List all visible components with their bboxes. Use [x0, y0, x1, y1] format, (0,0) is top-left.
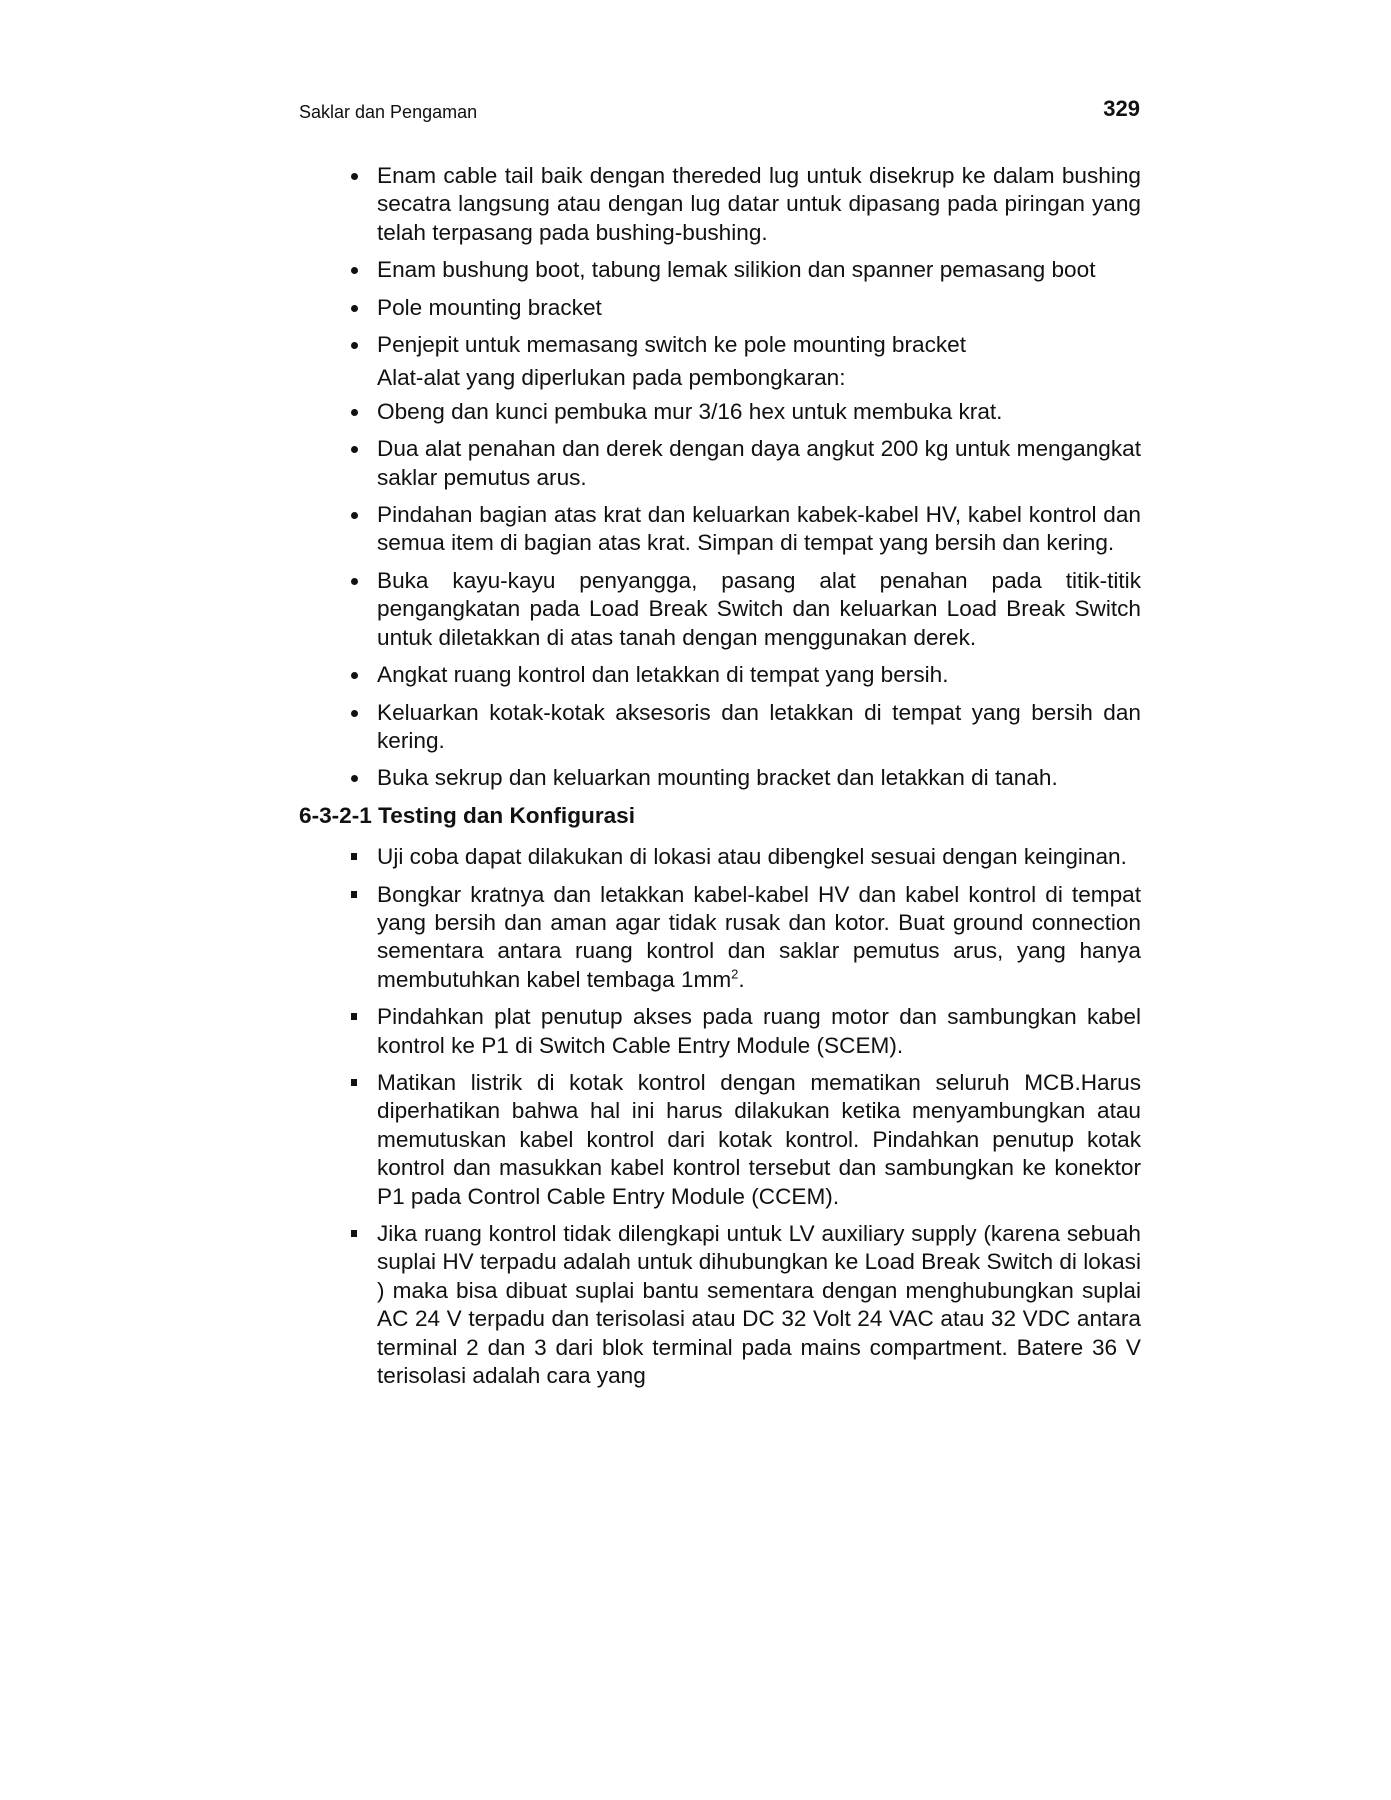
item-text: Buka sekrup dan keluarkan mounting bracket dan letakkan di tanah.: [377, 765, 1058, 791]
list-item: [299, 1069, 1141, 1211]
item-text: Matikan listrik di kotak kontrol dengan mematikan seluruh MCB.Harus diperhatikan bahwa hal ini harus dilakukan ketika menyambungkan atau memutuskan kabel kontrol dari kotak kontrol. Pindahkan penutup kotak kontrol dan masukkan kabel kontrol tersebut dan sambungkan ke konektor P1 pada Control Cable Entry Module (CCEM).: [377, 1069, 1141, 1209]
list-item: [299, 162, 1141, 247]
list-item: [299, 294, 1141, 322]
item-text: Jika ruang kontrol tidak dilengkapi untuk LV auxiliary supply (karena sebuah suplai HV terpadu adalah untuk dihubungkan ke Load Break Switch di lokasi ) maka bisa dibuat suplai bantu sementara dengan menghubungkan suplai AC 24 V terpadu dan terisolasi atau DC 32 Volt 24 VAC atau 32 VDC antara terminal 2 dan 3 dari blok terminal pada mains compartment. Batere 36 V terisolasi adalah cara yang: [377, 1221, 1141, 1389]
list-item: [299, 256, 1141, 284]
list-item: [299, 567, 1141, 652]
item-text: Enam cable tail baik dengan thereded lug untuk disekrup ke dalam bushing secatra langsung atau dengan lug datar untuk dipasang pada piringan yang telah terpasang pada bushing-bushing.: [377, 163, 1141, 245]
accessory-list: [299, 162, 1141, 359]
item-text: Enam bushung boot, tabung lemak silikion dan spanner pemasang boot: [377, 257, 1096, 283]
running-title: Saklar dan Pengaman: [299, 102, 478, 122]
page-body: [299, 162, 1141, 1399]
list-item: [299, 1220, 1141, 1390]
item-text: Pindahan bagian atas krat dan keluarkan kabek-kabel HV, kabel kontrol dan semua item di bagian atas krat. Simpan di tempat yang bersih dan kering.: [377, 502, 1141, 556]
list-item: [299, 843, 1141, 871]
item-text: Dua alat penahan dan derek dengan daya angkut 200 kg untuk mengangkat saklar pemutus arus.: [377, 436, 1141, 490]
list-item: [299, 435, 1141, 492]
section-heading: 6-3-2-1 Testing dan Konfigurasi: [299, 802, 636, 828]
item-text: Penjepit untuk memasang switch ke pole mounting bracket: [377, 332, 967, 358]
testing-list: [299, 843, 1141, 1390]
item-text: Bongkar kratnya dan letakkan kabel-kabel HV dan kabel kontrol di tempat yang bersih dan aman agar tidak rusak dan kotor. Buat ground connection sementara antara ruang kontrol dan saklar pemutus arus, yang hanya membutuhkan kabel tembaga 1mm: [377, 881, 1141, 992]
item-text: Pindahkan plat penutup akses pada ruang motor dan sambungkan kabel kontrol ke P1 di Switch Cable Entry Module (SCEM).: [377, 1004, 1141, 1058]
list-item: [299, 1003, 1141, 1060]
list-item: [299, 881, 1141, 995]
item-text: Uji coba dapat dilakukan di lokasi atau dibengkel sesuai dengan keinginan.: [377, 844, 1127, 870]
superscript: 2: [731, 966, 739, 982]
tools-intro: Alat-alat yang diperlukan pada pembongkaran:: [377, 365, 846, 391]
item-text: Keluarkan kotak-kotak aksesoris dan letakkan di tempat yang bersih dan kering.: [377, 699, 1141, 753]
item-text: Obeng dan kunci pembuka mur 3/16 hex untuk membuka krat.: [377, 398, 1003, 424]
disassembly-list: [299, 398, 1141, 793]
item-text-end: .: [738, 966, 745, 992]
item-text: Pole mounting bracket: [377, 294, 602, 320]
item-text: Angkat ruang kontrol dan letakkan di tempat yang bersih.: [377, 662, 949, 688]
list-item: [299, 661, 1141, 689]
list-item: [299, 331, 1141, 359]
item-text: Buka kayu-kayu penyangga, pasang alat penahan pada titik-titik pengangkatan pada Load Break Switch dan keluarkan Load Break Switch untuk diletakkan di atas tanah dengan menggunakan derek.: [377, 567, 1141, 650]
list-item: [299, 699, 1141, 756]
list-item: [299, 501, 1141, 558]
page-number: 329: [1103, 96, 1140, 121]
list-item: [299, 764, 1141, 792]
list-item: [299, 398, 1141, 426]
